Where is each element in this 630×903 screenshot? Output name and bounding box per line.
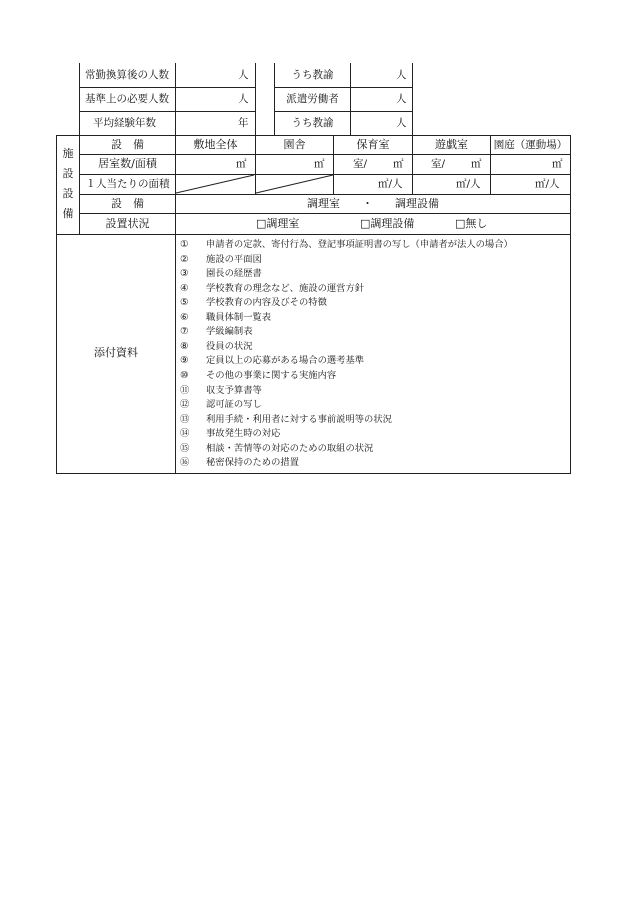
attachment-text: 役員の状況 — [206, 340, 253, 352]
side-char: 設 — [62, 187, 74, 200]
attachment-text: 申請者の定款、寄付行為、登記事項証明書の写し（申請者が法人の場合） — [206, 239, 513, 250]
diagonal-slash — [175, 174, 255, 194]
attachment-number: ⑨ — [180, 355, 189, 367]
diagonal-slash — [255, 174, 334, 194]
attachment-number: ⑪ — [180, 384, 190, 396]
side-char: 備 — [62, 207, 74, 220]
unit-room: 室/ — [431, 158, 446, 170]
col-nursery-header: 保育室 — [356, 138, 390, 151]
attachment-text: その他の事業に関する実施内容 — [206, 369, 337, 381]
attachment-number: ③ — [180, 268, 189, 280]
attachment-text: 収支予算書等 — [206, 384, 262, 396]
side-char: 設 — [62, 167, 74, 180]
attachment-item — [180, 325, 253, 338]
attachments-label: 添付資料 — [94, 346, 138, 359]
attachment-item — [180, 354, 364, 367]
attachment-item — [180, 442, 373, 455]
attachment-number: ④ — [180, 282, 189, 294]
status-option-cooking-equipment[interactable]: □調理設備 — [360, 217, 415, 230]
rooms-label: 居室数/面積 — [98, 157, 157, 170]
attachment-item — [180, 296, 327, 309]
unit-sqm: ㎡ — [471, 158, 482, 170]
col-site-header: 敷地全体 — [193, 138, 238, 151]
staff-unit: 年 — [238, 117, 249, 129]
attachment-item — [180, 238, 513, 251]
staff-label: 平均経験年数 — [93, 117, 156, 129]
col-yard-header: 園庭（運動場） — [493, 139, 568, 151]
attachment-number: ② — [180, 253, 189, 265]
attachment-item — [180, 427, 280, 440]
unit-sqm: ㎡ — [314, 158, 325, 170]
attachment-number: ⑤ — [180, 297, 189, 309]
attachment-number: ① — [180, 239, 189, 250]
per-person-label: １人当たりの面積 — [85, 178, 170, 190]
attachment-number: ⑩ — [180, 369, 189, 381]
unit-sqm-per-person: ㎡/人 — [535, 178, 560, 190]
attachment-item — [180, 456, 299, 469]
attachment-item — [180, 282, 364, 295]
attachment-text: 学級編制表 — [206, 326, 253, 338]
staff-sub-unit: 人 — [396, 93, 407, 105]
attachment-number: ⑧ — [180, 340, 189, 352]
unit-sqm: ㎡ — [393, 158, 404, 170]
unit-sqm-per-person: ㎡/人 — [456, 178, 481, 190]
attachment-item — [180, 253, 262, 266]
attachment-number: ⑦ — [180, 326, 189, 338]
attachment-item — [180, 398, 262, 411]
staff-sub-label: 派遣労働者 — [286, 93, 339, 105]
attachment-text: 認可証の写し — [206, 399, 262, 411]
col-playroom-header: 遊戯室 — [435, 138, 468, 151]
staff-unit: 人 — [238, 69, 249, 81]
attachment-item — [180, 340, 253, 353]
attachment-text: 学校教育の内容及びその特徴 — [206, 297, 327, 309]
attachment-text: 定員以上の応募がある場合の選考基準 — [206, 355, 365, 367]
attachment-text: 施設の平面図 — [206, 253, 262, 265]
attachment-text: 秘密保持のための措置 — [206, 457, 299, 469]
attachment-item — [180, 413, 392, 426]
attachment-number: ⑫ — [180, 399, 190, 411]
staff-unit: 人 — [238, 93, 249, 105]
attachment-text: 園長の経歴書 — [206, 268, 262, 280]
unit-sqm: ㎡ — [236, 158, 247, 170]
attachment-number: ⑮ — [180, 442, 190, 454]
staff-sub-unit: 人 — [396, 69, 407, 81]
unit-sqm-per-person: ㎡/人 — [378, 178, 403, 190]
staff-label: 基準上の必要人数 — [85, 93, 169, 105]
attachment-text: 職員体制一覧表 — [206, 311, 272, 323]
staff-sub-label: うち教諭 — [291, 69, 334, 81]
staff-sub-unit: 人 — [396, 117, 407, 129]
side-char: 施 — [62, 147, 74, 160]
attachment-text: 事故発生時の対応 — [206, 428, 281, 440]
attachment-text: 学校教育の理念など、施設の運営方針 — [206, 282, 365, 294]
attachment-item — [180, 267, 262, 280]
staff-sub-label: うち教諭 — [291, 117, 334, 129]
equipment-label: 設 備 — [111, 197, 144, 210]
attachment-text: 相談・苦情等の対応のための取組の状況 — [206, 442, 374, 454]
staff-label: 常勤換算後の人数 — [85, 69, 169, 81]
attachment-text: 利用手続・利用者に対する事前説明等の状況 — [206, 413, 392, 425]
status-option-none[interactable]: □無し — [455, 217, 488, 230]
equipment-header: 設 備 — [111, 138, 144, 151]
attachment-item — [180, 311, 271, 324]
attachment-number: ⑯ — [180, 457, 190, 469]
attachment-number: ⑥ — [180, 311, 189, 323]
unit-sqm: ㎡ — [552, 158, 563, 170]
unit-room: 室/ — [353, 158, 368, 170]
status-option-kitchen[interactable]: □調理室 — [256, 217, 300, 230]
attachment-item — [180, 384, 262, 397]
attachment-number: ⑭ — [180, 428, 190, 440]
attachment-number: ⑬ — [180, 413, 190, 425]
attachment-item — [180, 369, 336, 382]
col-building-header: 園舎 — [283, 138, 306, 151]
equipment-value: 調理室 ・ 調理設備 — [307, 197, 439, 210]
status-label: 設置状況 — [105, 217, 150, 230]
